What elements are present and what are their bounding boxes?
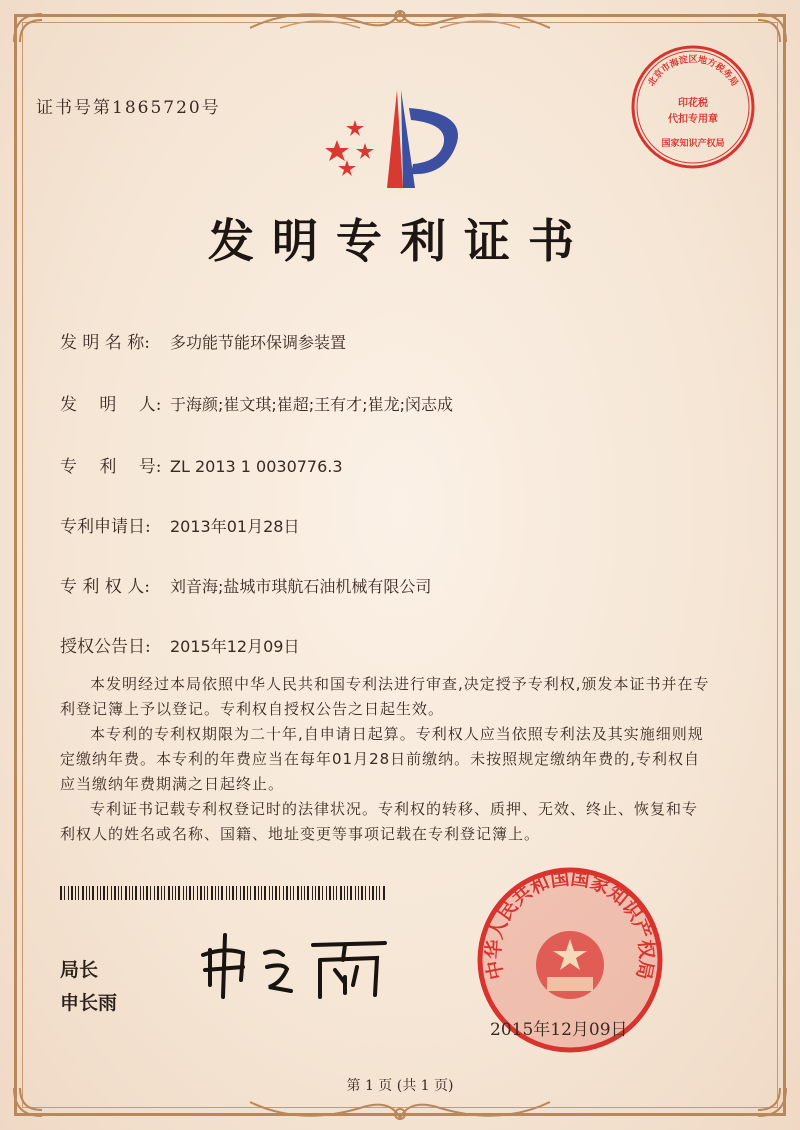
tax-seal-bottom-text: 国家知识产权局 bbox=[661, 139, 725, 149]
tax-seal-ring-text: 北京市海淀区地方税务局 bbox=[646, 55, 740, 89]
field-invention-name bbox=[60, 328, 346, 353]
top-ornament-icon bbox=[240, 2, 560, 36]
field-patent-number bbox=[60, 452, 343, 477]
body-paragraph: 本专利的专利权期限为二十年,自申请日起算。专利权人应当依照专利法及其实施细则规定缴纳年费。本专利的年费应当在每年01月28日前缴纳。未按照规定缴纳年费的,专利权自应当缴纳年费期满之日起终止。 bbox=[60, 725, 704, 793]
bottom-ornament-icon bbox=[240, 1094, 560, 1128]
page-footer: 第 1 页 (共 1 页) bbox=[346, 1078, 454, 1094]
director-signature-icon bbox=[195, 925, 395, 1005]
seal-date: 2015年12月09日 bbox=[490, 1020, 628, 1040]
field-value: 刘音海;盐城市琪航石油机械有限公司 bbox=[170, 577, 432, 596]
corner-ornament-icon bbox=[10, 10, 46, 46]
tax-seal-icon bbox=[628, 42, 758, 172]
field-grant-date bbox=[60, 632, 299, 657]
field-label: 专 利 权 人: bbox=[60, 577, 150, 597]
field-label: 发 明 名 称: bbox=[60, 333, 150, 353]
patent-office-logo-icon bbox=[325, 88, 475, 198]
field-value: 2013年01月28日 bbox=[170, 517, 300, 536]
certificate-body bbox=[60, 672, 712, 847]
field-label: 专利申请日: bbox=[60, 517, 151, 537]
field-label: 授权公告日: bbox=[60, 637, 151, 657]
field-value: ZL 2013 1 0030776.3 bbox=[170, 457, 343, 476]
barcode-icon bbox=[60, 886, 386, 900]
body-paragraph: 专利证书记载专利权登记时的法律状况。专利权的转移、质押、无效、终止、恢复和专利权人的姓名或名称、国籍、地址变更等事项记载在专利登记簿上。 bbox=[60, 800, 699, 843]
tax-seal-center-line1: 印花税 bbox=[678, 98, 708, 109]
field-label: 专 利 号: bbox=[60, 457, 162, 477]
certificate-number: 证书号第1865720号 bbox=[36, 98, 221, 118]
director-name: 申长雨 bbox=[60, 992, 118, 1014]
director-title: 局长 bbox=[60, 959, 99, 981]
field-application-date bbox=[60, 512, 299, 537]
official-seal-ring-text: 中华人民共和国国家知识产权局 bbox=[482, 867, 658, 982]
field-value: 于海颜;崔文琪;崔超;王有才;崔龙;闵志成 bbox=[170, 395, 453, 414]
field-label: 发 明 人: bbox=[60, 395, 162, 415]
field-value: 多功能节能环保调参装置 bbox=[170, 333, 347, 352]
body-paragraph: 本发明经过本局依照中华人民共和国专利法进行审查,决定授予专利权,颁发本证书并在专利登记簿上予以登记。专利权自授权公告之日起生效。 bbox=[60, 675, 710, 718]
field-inventors bbox=[60, 390, 453, 415]
tax-seal-center-line2: 代扣专用章 bbox=[668, 114, 718, 125]
corner-ornament-icon bbox=[754, 10, 790, 46]
certificate-title: 发明专利证书 bbox=[208, 214, 592, 268]
field-patentee bbox=[60, 572, 431, 597]
field-value: 2015年12月09日 bbox=[170, 637, 300, 656]
